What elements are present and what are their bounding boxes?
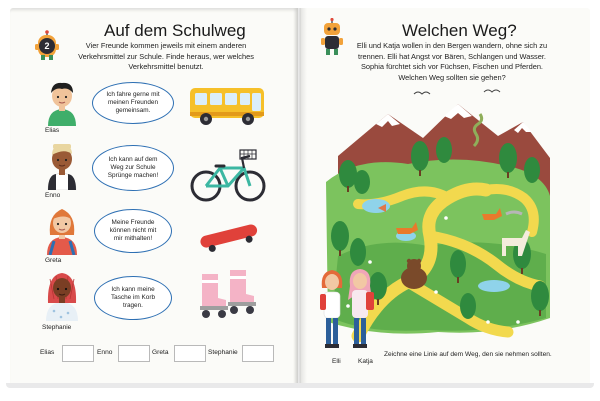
speech-text-greta: Meine Freunde können nicht mit mir mithalten! xyxy=(109,219,157,242)
character-name-enno: Enno xyxy=(45,192,61,199)
speech-text-stephanie: Ich kann meine Tasche im Korb tragen. xyxy=(110,286,156,309)
right-page-instruction: Zeichne eine Linie auf dem Weg, den sie nehmen sollten. xyxy=(384,351,552,358)
speech-bubble-enno xyxy=(92,145,174,191)
speech-text-enno: Ich kann auf dem Weg zur Schule Sprünge machen! xyxy=(107,156,159,179)
kid-name-katja: Katja xyxy=(358,358,373,365)
roller-skates-icon xyxy=(196,268,264,320)
speech-bubble-stephanie xyxy=(94,276,172,320)
answer-label-greta: Greta xyxy=(152,349,169,356)
character-name-stephanie: Stephanie xyxy=(42,324,72,331)
answer-box-elias[interactable] xyxy=(62,345,94,362)
greta-illustration xyxy=(44,201,80,255)
answer-box-enno[interactable] xyxy=(118,345,150,362)
robot-mascot-icon-right xyxy=(321,18,343,56)
answer-label-enno: Enno xyxy=(97,349,113,356)
right-page-intro: Elli und Katja wollen in den Bergen wandern, ohne sich zu trennen. Elli hat Angst vor Bären, Schlangen und Wasser. Sophia fürchtet sich vor Füchsen, Fischen und Pferden. Welchen Weg sollten sie gehen? xyxy=(356,41,548,82)
right-page-title: Welchen Weg? xyxy=(402,21,517,40)
speech-text-elias: Ich fahre gerne mit meinen Freunden gemeinsam. xyxy=(106,91,160,114)
bus-icon xyxy=(186,82,268,128)
hikers-elli-katja-illustration xyxy=(316,266,386,358)
answer-box-stephanie[interactable] xyxy=(242,345,274,362)
skateboard-icon xyxy=(196,222,262,252)
enno-illustration xyxy=(44,138,80,190)
answer-box-greta[interactable] xyxy=(174,345,206,362)
character-name-greta: Greta xyxy=(45,257,62,264)
speech-bubble-greta xyxy=(94,209,172,253)
page-edge xyxy=(6,383,594,388)
elias-illustration xyxy=(44,76,80,126)
answer-label-elias: Elias xyxy=(40,349,55,356)
answer-label-stephanie: Stephanie xyxy=(208,349,238,356)
character-name-elias: Elias xyxy=(45,127,60,134)
bicycle-icon xyxy=(188,148,268,204)
left-page-title: Auf dem Schulweg xyxy=(104,21,246,40)
stephanie-illustration xyxy=(42,265,82,321)
left-page-intro: Vier Freunde kommen jeweils mit einem anderen Verkehrsmittel zur Schule. Finde heraus, wer welches Verkehrsmittel benutzt. xyxy=(78,41,254,71)
puzzle-number-badge: 2 xyxy=(39,38,55,54)
kid-name-elli: Elli xyxy=(332,358,341,365)
book-spine xyxy=(293,8,307,386)
speech-bubble-elias xyxy=(92,82,174,124)
